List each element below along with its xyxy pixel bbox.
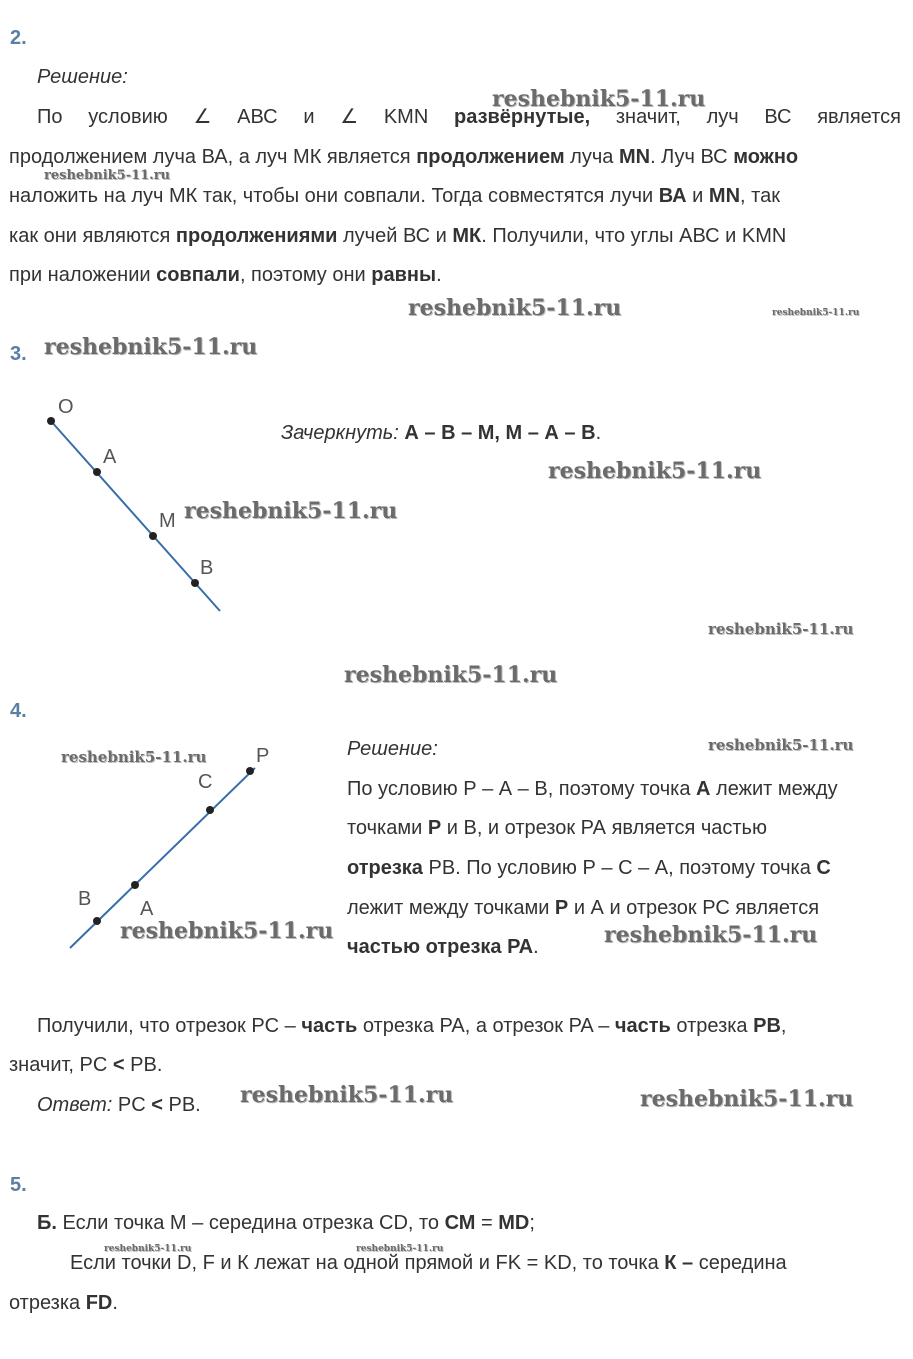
watermark: reshebnik5-11.ru [184, 498, 398, 524]
problem-4-conclusion-1: Получили, что отрезок PC – часть отрезка PA, а отрезок PA – часть отрезка PB, [37, 1015, 787, 1037]
watermark: reshebnik5-11.ru [408, 295, 622, 321]
watermark: reshebnik5-11.ru [344, 662, 558, 688]
watermark: reshebnik5-11.ru [708, 736, 854, 754]
problem-5-line-3: отрезка FD. [9, 1292, 118, 1314]
watermark: reshebnik5-11.ru [604, 922, 818, 948]
watermark: reshebnik5-11.ru [44, 168, 171, 183]
point-a [93, 468, 101, 476]
problem-4-solution-label: Решение: [347, 738, 438, 760]
label-a-4: A [140, 898, 154, 920]
problem-5-line-2: Если точки D, F и К лежат на одной прямой и FK = KD, то точка К – середина [70, 1252, 787, 1274]
label-a: A [103, 446, 117, 468]
label-b: B [200, 557, 214, 579]
watermark: reshebnik5-11.ru [548, 458, 762, 484]
watermark: reshebnik5-11.ru [44, 334, 258, 360]
point-o [47, 417, 55, 425]
watermark: reshebnik5-11.ru [640, 1086, 854, 1112]
point-a-4 [131, 881, 139, 889]
problem-2-line-2: продолжением луча ВА, а луч МК является продолжением луча MN. Луч ВС можно [9, 146, 799, 168]
watermark: reshebnik5-11.ru [772, 308, 860, 318]
problem-4-answer: Ответ: PC < PB. [37, 1094, 201, 1116]
label-c: C [198, 771, 213, 793]
problem-3-number: 3. [10, 343, 27, 365]
problem-2-line-1: По условию ∠ АВС и ∠ KMN развёрнутые, значит, луч ВС является [37, 106, 901, 128]
label-p: P [256, 745, 270, 767]
problem-5-line-1: Б. Если точка М – середина отрезка CD, то СМ = MD; [37, 1212, 535, 1234]
watermark: reshebnik5-11.ru [708, 620, 854, 638]
problem-4-line-1: По условию Р – А – В, поэтому точка А лежит между [347, 778, 838, 800]
point-b-4 [93, 917, 101, 925]
watermark: reshebnik5-11.ru [492, 86, 706, 112]
label-m: M [159, 510, 176, 532]
watermark: reshebnik5-11.ru [240, 1082, 454, 1108]
problem-4-line-4: лежит между точками Р и А и отрезок РС является [347, 897, 820, 919]
point-b [191, 579, 199, 587]
problem-2-solution-label: Решение: [37, 66, 128, 88]
problem-5-number: 5. [10, 1174, 27, 1196]
point-m [149, 532, 157, 540]
watermark: reshebnik5-11.ru [61, 748, 207, 766]
watermark: reshebnik5-11.ru [120, 918, 334, 944]
problem-4-number: 4. [10, 700, 27, 722]
problem-4-line-5: частью отрезка РА. [347, 936, 539, 958]
problem-2-line-3: наложить на луч МК так, чтобы они совпали. Тогда совместятся лучи ВА и MN, так [9, 185, 780, 207]
label-o: O [58, 396, 74, 418]
problem-2-line-4: как они являются продолжениями лучей ВС и МК. Получили, что углы АВС и KMN [9, 225, 787, 247]
watermark: reshebnik5-11.ru [356, 1244, 444, 1254]
problem-3-strike-text: Зачеркнуть: А – В – М, М – А – В. [281, 422, 602, 444]
point-c [206, 806, 214, 814]
label-b-4: B [78, 888, 92, 910]
point-p [246, 767, 254, 775]
problem-4-line-2: точками Р и В, и отрезок РА является частью [347, 817, 767, 839]
problem-2-line-5: при наложении совпали, поэтому они равны. [9, 264, 442, 286]
problem-4-line-3: отрезка РВ. По условию Р – С – А, поэтому точка С [347, 857, 831, 879]
problem-2-number: 2. [10, 27, 27, 49]
problem-4-conclusion-2: значит, PC < PB. [9, 1054, 163, 1076]
watermark: reshebnik5-11.ru [104, 1244, 192, 1254]
